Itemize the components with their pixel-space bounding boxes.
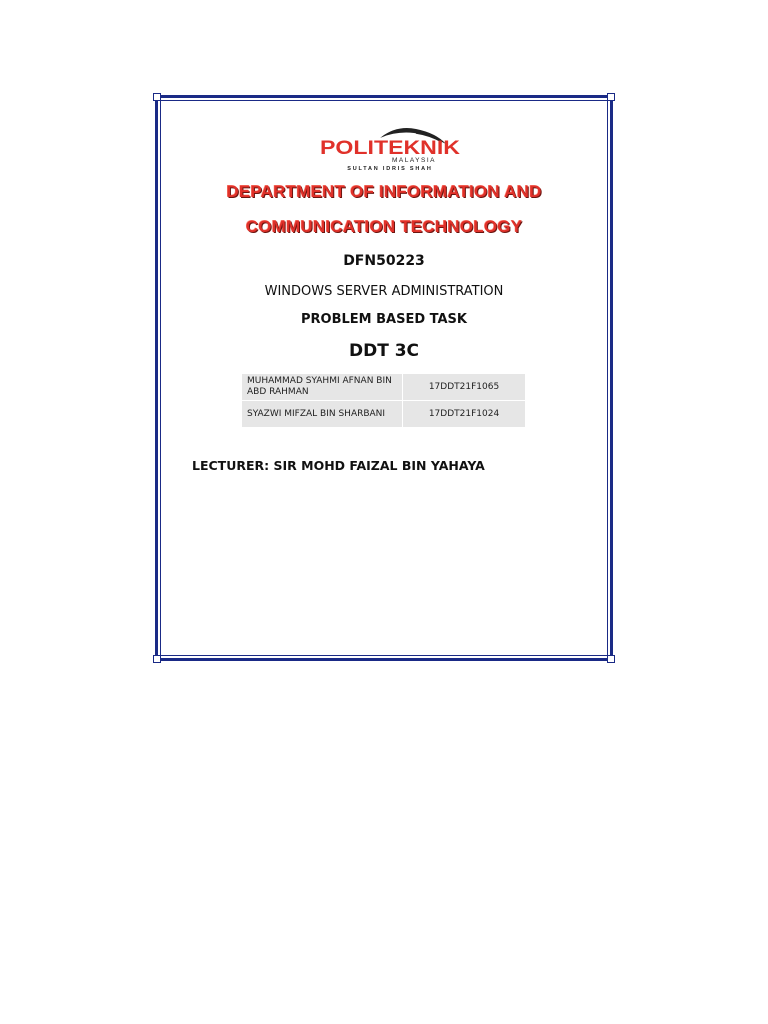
subject-title: WINDOWS SERVER ADMINISTRATION <box>264 284 504 299</box>
course-code: DFN50223 <box>343 253 425 269</box>
politeknik-logo <box>318 124 462 172</box>
lecturer-name: LECTURER: SIR MOHD FAIZAL BIN YAHAYA <box>192 458 485 473</box>
border-corner-top-right <box>607 93 615 101</box>
table-row <box>242 401 526 428</box>
department-title-line-2: COMMUNICATION TECHNOLOGY <box>245 217 523 236</box>
member-name: SYAZWI MIFZAL BIN SHARBANI <box>242 401 403 428</box>
border-corner-top-left <box>153 93 161 101</box>
logo-country-text: MALAYSIA <box>391 157 436 164</box>
member-name: MUHAMMAD SYAHMI AFNAN BIN ABD RAHMAN <box>242 374 403 401</box>
logo-campus-text: SULTAN IDRIS SHAH <box>347 166 433 172</box>
border-corner-bottom-right <box>607 655 615 663</box>
logo-brand-text: POLITEKNIK <box>320 138 461 159</box>
class-name: DDT 3C <box>348 341 420 361</box>
table-row <box>242 374 526 401</box>
department-title-line-1: DEPARTMENT OF INFORMATION AND <box>226 182 542 201</box>
member-matric: 17DDT21F1065 <box>403 374 526 401</box>
member-matric: 17DDT21F1024 <box>403 401 526 428</box>
border-corner-bottom-left <box>153 655 161 663</box>
members-table <box>241 373 526 428</box>
task-type: PROBLEM BASED TASK <box>300 312 467 327</box>
